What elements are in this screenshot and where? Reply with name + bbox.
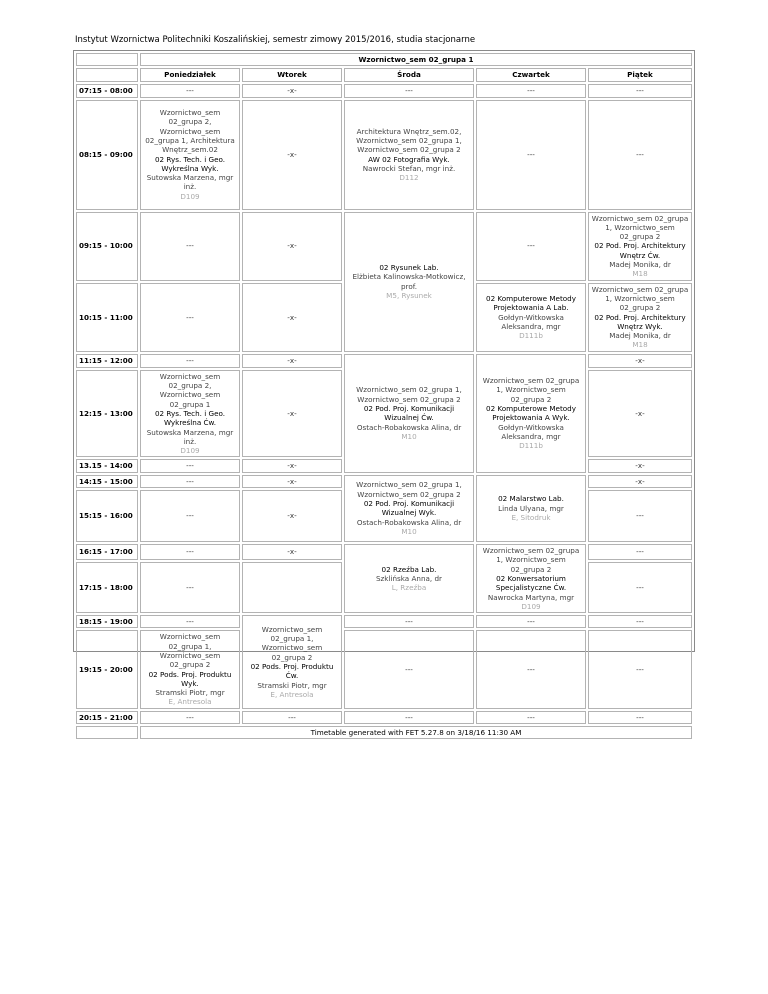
- time-slot: 11:15 - 12:00: [76, 354, 138, 368]
- empty-cell: ---: [476, 630, 586, 708]
- empty-cell: ---: [588, 544, 692, 560]
- day-header-tuesday: Wtorek: [242, 68, 342, 81]
- empty-cell: ---: [476, 100, 586, 210]
- day-header-friday: Piątek: [588, 68, 692, 81]
- class-room: M18: [632, 269, 648, 279]
- class-teacher: Ostach-Robakowska Alina, dr: [356, 517, 462, 527]
- class-subject: 02 Pods. Proj. Produktu Ćw.: [250, 661, 334, 681]
- empty-cell: ---: [588, 562, 692, 614]
- class-cell: [344, 354, 474, 473]
- time-slot: 12:15 - 13:00: [76, 370, 138, 458]
- day-header-wednesday: Środa: [344, 68, 474, 81]
- time-slot: 18:15 - 19:00: [76, 615, 138, 628]
- time-slot: 20:15 - 21:00: [76, 711, 138, 724]
- class-teacher: Gołdyn-Witkowska Aleksandra, mgr: [498, 422, 564, 441]
- break-cell: -x-: [242, 459, 342, 472]
- class-room: M10: [401, 526, 417, 536]
- class-groups: Wzornictwo_sem 02_grupa 1, Wzornictwo_sem 02_grupa 2: [482, 546, 580, 574]
- time-slot: 19:15 - 20:00: [76, 630, 138, 708]
- class-groups: Wzornictwo_sem 02_grupa 1, Wzornictwo_sem 02_grupa 2: [356, 480, 462, 499]
- break-cell: -x-: [588, 370, 692, 458]
- class-room: D109: [521, 601, 541, 611]
- time-slot: 13.15 - 14:00: [76, 459, 138, 472]
- break-cell: -x-: [588, 354, 692, 368]
- day-header-monday: Poniedziałek: [140, 68, 240, 81]
- class-cell: [344, 475, 474, 542]
- class-subject: 02 Komputerowe Metody Projektowania A Lab.: [486, 293, 576, 313]
- class-cell: [140, 100, 240, 210]
- class-groups: Wzornictwo_sem 02_grupa 1, Wzornictwo_sem 02_grupa 2: [482, 376, 580, 404]
- class-room: M5, Rysunek: [386, 290, 432, 300]
- class-subject: 02 Pod. Proj. Architektury Wnętrz Wyk.: [594, 312, 686, 331]
- class-subject: 02 Pod. Proj. Architektury Wnętrz Ćw.: [594, 241, 686, 260]
- class-room: M10: [401, 431, 417, 441]
- class-cell: [588, 283, 692, 352]
- empty-cell: ---: [344, 711, 474, 724]
- empty-cell: ---: [588, 711, 692, 724]
- class-groups: Wzornictwo_sem 02_grupa 1, Wzornictwo_sem 02_grupa 2: [356, 385, 462, 404]
- class-room: E, Sitodruk: [511, 513, 551, 523]
- break-cell: -x-: [242, 100, 342, 210]
- empty-cell: ---: [140, 283, 240, 352]
- timetable-footer: Timetable generated with FET 5.27.8 on 3/18/16 11:30 AM: [140, 726, 692, 739]
- footer-spacer: [76, 726, 138, 739]
- class-subject: 02 Pod. Proj. Komunikacji Wizualnej Ćw.: [363, 403, 455, 423]
- class-cell: [476, 544, 586, 613]
- institute-header: Instytut Wzornictwa Politechniki Koszalińskiej, semestr zimowy 2015/2016, studia stacjonarne: [75, 35, 476, 45]
- class-teacher: Stramski Piotr, mgr: [257, 680, 327, 690]
- class-teacher: Madej Monika, dr: [609, 331, 671, 341]
- class-teacher: Linda Ulyana, mgr: [498, 503, 564, 513]
- empty-cell: ---: [588, 84, 692, 98]
- empty-cell: ---: [476, 84, 586, 98]
- class-teacher: Madej Monika, dr: [609, 260, 671, 270]
- class-cell: [476, 283, 586, 352]
- break-cell: -x-: [242, 544, 342, 560]
- timetable: [73, 50, 695, 738]
- time-slot: 17:15 - 18:00: [76, 562, 138, 614]
- group-title: Wzornictwo_sem 02_grupa 1: [140, 53, 692, 66]
- class-groups: Wzornictwo_sem 02_grupa 2, Wzornictwo_sem 02_grupa 1, Architektura Wnętrz_sem.02: [145, 108, 235, 155]
- empty-cell: ---: [242, 711, 342, 724]
- time-slot: 15:15 - 16:00: [76, 490, 138, 542]
- class-room: L, Rzeźba: [391, 583, 427, 593]
- class-teacher: Gołdyn-Witkowska Aleksandra, mgr: [498, 312, 564, 331]
- class-subject: AW 02 Fotografia Wyk.: [368, 154, 450, 164]
- break-cell: -x-: [242, 490, 342, 542]
- class-groups: Architektura Wnętrz_sem.02, Wzornictwo_sem 02_grupa 1, Wzornictwo_sem 02_grupa 2: [356, 126, 462, 155]
- class-room: M18: [632, 340, 648, 350]
- class-teacher: Sutowska Marzena, mgr inż.: [146, 173, 234, 192]
- class-room: D112: [399, 173, 419, 183]
- empty-cell: ---: [140, 475, 240, 488]
- class-subject: 02 Pods. Proj. Produktu Wyk.: [148, 669, 232, 688]
- empty-cell: ---: [588, 615, 692, 628]
- class-subject: 02 Rys. Tech. i Geo. Wykreślna Ćw.: [154, 408, 226, 428]
- class-groups: Wzornictwo_sem 02_grupa 1, Wzornictwo_sem 02_grupa 2: [261, 624, 323, 662]
- class-subject: 02 Malarstwo Lab.: [498, 494, 564, 504]
- empty-cell: ---: [140, 490, 240, 542]
- empty-cell: ---: [476, 212, 586, 281]
- empty-cell: [242, 562, 342, 614]
- class-room: E, Antresola: [168, 697, 212, 707]
- empty-cell: ---: [588, 490, 692, 542]
- class-room: D109: [180, 191, 200, 201]
- time-slot: 14:15 - 15:00: [76, 475, 138, 488]
- empty-cell: ---: [140, 562, 240, 614]
- break-cell: -x-: [242, 283, 342, 352]
- time-slot: 07:15 - 08:00: [76, 84, 138, 98]
- class-teacher: Sutowska Marzena, mgr inż.: [146, 427, 234, 446]
- class-room: D111b: [519, 331, 543, 341]
- class-teacher: Nawrocki Stefan, mgr inż.: [362, 163, 456, 173]
- class-groups: Wzornictwo_sem 02_grupa 1, Wzornictwo_sem 02_grupa 2: [159, 632, 221, 670]
- class-groups: Wzornictwo_sem 02_grupa 2, Wzornictwo_sem 02_grupa 1: [159, 371, 221, 409]
- break-cell: -x-: [242, 354, 342, 368]
- class-teacher: Ostach-Robakowska Alina, dr: [356, 422, 462, 432]
- break-cell: -x-: [588, 475, 692, 488]
- empty-cell: ---: [476, 711, 586, 724]
- class-subject: 02 Rzeźba Lab.: [381, 564, 437, 574]
- class-subject: 02 Rys. Tech. i Geo. Wykreślna Wyk.: [154, 154, 226, 173]
- class-subject: 02 Komputerowe Metody Projektowania A Wyk.: [486, 403, 576, 423]
- empty-cell: ---: [588, 100, 692, 210]
- empty-cell: ---: [140, 84, 240, 98]
- empty-cell: ---: [588, 630, 692, 708]
- class-teacher: Elżbieta Kalinowska-Motkowicz, prof.: [352, 272, 466, 291]
- class-groups: Wzornictwo_sem 02_grupa 1, Wzornictwo_sem 02_grupa 2: [591, 213, 689, 242]
- empty-cell: ---: [140, 711, 240, 724]
- empty-cell: ---: [344, 630, 474, 708]
- time-slot: 08:15 - 09:00: [76, 100, 138, 210]
- class-room: D109: [180, 446, 200, 456]
- class-room: E, Antresola: [270, 689, 314, 699]
- class-teacher: Stramski Piotr, mgr: [155, 688, 225, 698]
- empty-cell: ---: [140, 615, 240, 628]
- class-teacher: Szklińska Anna, dr: [375, 573, 443, 583]
- class-subject: 02 Rysunek Lab.: [379, 263, 439, 273]
- empty-cell: ---: [344, 615, 474, 628]
- break-cell: -x-: [242, 370, 342, 458]
- class-cell: [344, 212, 474, 352]
- class-subject: 02 Pod. Proj. Komunikacji Wizualnej Wyk.: [363, 499, 455, 518]
- class-teacher: Nawrocka Martyna, mgr: [487, 592, 575, 602]
- time-slot: 10:15 - 11:00: [76, 283, 138, 352]
- class-cell: [344, 100, 474, 210]
- empty-cell: ---: [140, 354, 240, 368]
- class-room: D111b: [519, 441, 543, 451]
- empty-cell: ---: [140, 212, 240, 281]
- class-cell: [140, 370, 240, 458]
- empty-cell: ---: [476, 615, 586, 628]
- empty-cell: ---: [140, 544, 240, 560]
- day-header-thursday: Czwartek: [476, 68, 586, 81]
- class-groups: Wzornictwo_sem 02_grupa 1, Wzornictwo_sem 02_grupa 2: [591, 284, 689, 313]
- time-slot: 16:15 - 17:00: [76, 544, 138, 560]
- class-cell: [588, 212, 692, 281]
- empty-cell: ---: [344, 84, 474, 98]
- break-cell: -x-: [588, 459, 692, 472]
- class-cell: [344, 544, 474, 613]
- break-cell: -x-: [242, 212, 342, 281]
- class-cell: [476, 475, 586, 542]
- class-cell: [476, 354, 586, 473]
- class-cell: [242, 615, 342, 709]
- break-cell: -x-: [242, 84, 342, 98]
- class-cell: [140, 630, 240, 708]
- break-cell: -x-: [242, 475, 342, 488]
- empty-cell: ---: [140, 459, 240, 472]
- class-subject: 02 Konwersatorium Specjalistyczne Ćw.: [495, 573, 567, 593]
- time-slot: 09:15 - 10:00: [76, 212, 138, 281]
